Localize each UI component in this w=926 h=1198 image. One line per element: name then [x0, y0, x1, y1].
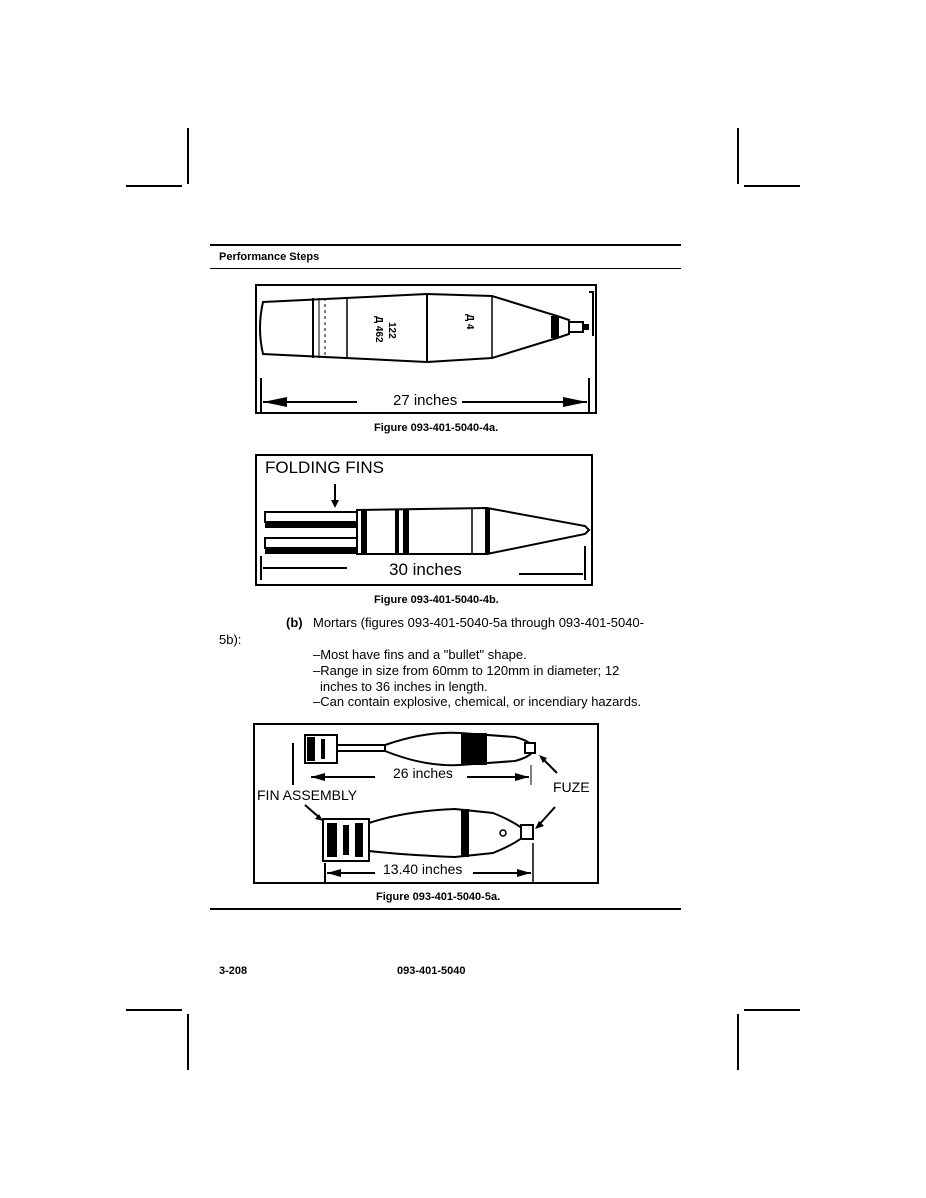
figure-4a [255, 284, 597, 414]
bullet-2-cont: inches to 36 inches in length. [320, 679, 488, 694]
crop-mark-top-right-v [737, 128, 739, 184]
mortar-rounds-illustration [255, 725, 597, 882]
crop-mark-top-left-v [187, 128, 189, 184]
crop-mark-top-left-h [126, 185, 182, 187]
marking-d4: Д 4 [464, 314, 475, 330]
header-top-rule [210, 244, 681, 246]
figure-4b [255, 454, 593, 586]
callout-folding-fins: FOLDING FINS [265, 458, 385, 477]
figure-5a [253, 723, 599, 884]
dimension-label-13-40: 13.40 inches [383, 861, 463, 877]
header-bottom-rule [210, 268, 681, 269]
crop-mark-top-right-h [744, 185, 800, 187]
section-title: Performance Steps [219, 251, 320, 263]
page-number: 3-208 [219, 965, 248, 977]
crop-mark-bottom-right-h [744, 1009, 800, 1011]
crop-mark-bottom-left-v [187, 1014, 189, 1070]
callout-fuze: FUZE [553, 779, 590, 795]
dimension-label-30: 30 inches [389, 560, 462, 579]
task-number: 093-401-5040 [397, 965, 466, 977]
dimension-label-27: 27 inches [393, 392, 458, 409]
caption-figure-4a: Figure 093-401-5040-4a. [374, 422, 499, 434]
content-bottom-rule [210, 908, 681, 910]
bullet-2: –Range in size from 60mm to 120mm in diameter; 12 [313, 663, 620, 678]
item-intro-line2: 5b): [219, 632, 242, 647]
marking-d462: Д 462 [373, 316, 384, 343]
crop-mark-bottom-left-h [126, 1009, 182, 1011]
callout-fin-assembly: FIN ASSEMBLY [257, 787, 358, 803]
bullet-1: –Most have fins and a "bullet" shape. [313, 647, 527, 662]
item-intro-line1: Mortars (figures 093-401-5040-5a through 093-401-5040- [313, 615, 644, 630]
caption-figure-4b: Figure 093-401-5040-4b. [374, 594, 499, 606]
marking-122: 122 [386, 322, 397, 339]
crop-mark-bottom-right-v [737, 1014, 739, 1070]
bullet-3: –Can contain explosive, chemical, or incendiary hazards. [313, 694, 642, 709]
item-marker: (b) [286, 615, 303, 630]
dimension-label-26: 26 inches [393, 765, 453, 781]
caption-figure-5a: Figure 093-401-5040-5a. [376, 891, 501, 903]
